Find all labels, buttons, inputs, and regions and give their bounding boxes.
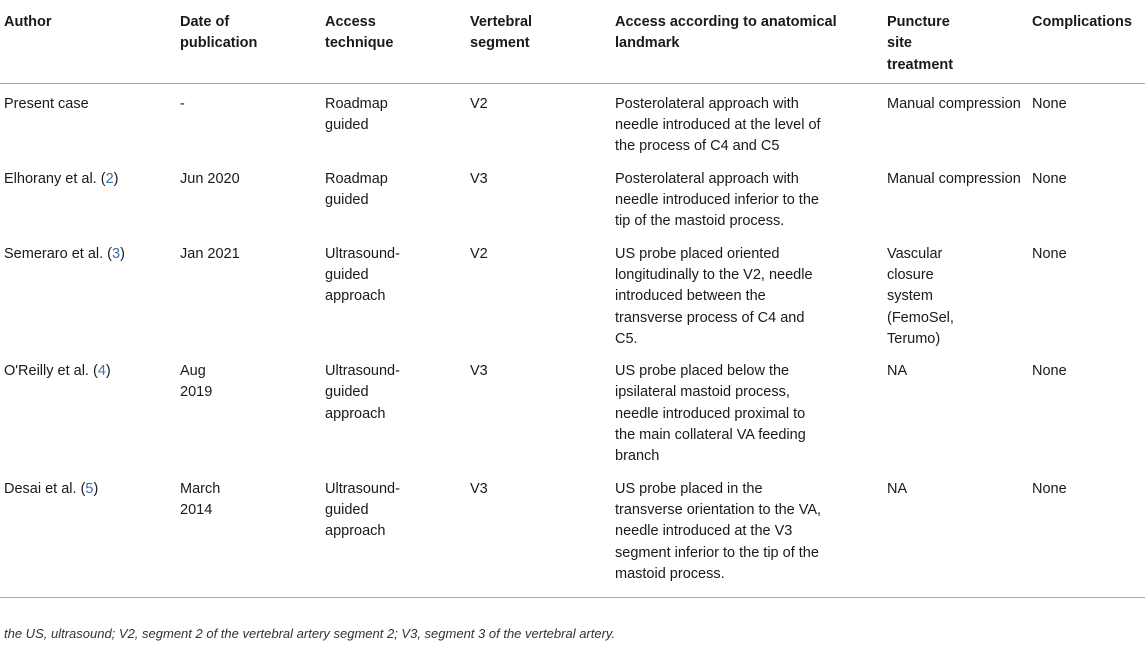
header-landmark: Access according to anatomical landmark: [611, 0, 883, 83]
cell-author: Desai et al. (5): [0, 475, 176, 598]
reference-link[interactable]: 5: [85, 480, 94, 497]
table-row: [0, 165, 1145, 240]
cell-technique: Roadmap guided: [325, 95, 388, 134]
cell-segment: V2: [470, 245, 488, 262]
cell-treatment: Manual compression: [887, 95, 1021, 112]
cell-author: [0, 83, 176, 164]
cell-date: Aug 2019: [180, 363, 213, 401]
header-complications: Complications: [1028, 0, 1145, 83]
table-row: [0, 83, 1145, 164]
header-segment: Vertebral segment: [466, 0, 611, 83]
author-name: O'Reilly et al.: [4, 363, 89, 380]
cell-author: Semeraro et al. (3): [4, 245, 125, 262]
header-date: Date of publication: [176, 0, 321, 83]
cell-complications: None: [1032, 245, 1067, 262]
cell-author: O'Reilly et al. (4): [4, 363, 111, 380]
reference-link[interactable]: 3: [112, 245, 121, 262]
table-footnote: the US, ultrasound; V2, segment 2 of the vertebral artery segment 2; V3, segment 3 of the vertebral artery.: [4, 626, 616, 641]
reference-link[interactable]: 4: [97, 363, 106, 380]
cell-complications: None: [1032, 363, 1067, 380]
cell-landmark: US probe placed oriented longitudinally to the V2, needle introduced between the transverse process of C4 and C5.: [615, 245, 813, 347]
cell-landmark: US probe placed in the transverse orientation to the VA, needle introduced at the V3 segment inferior to the tip of the mastoid process.: [611, 475, 883, 598]
cell-technique: Ultrasound-guided approach: [325, 245, 400, 305]
cell-complications: None: [1028, 475, 1145, 598]
reference-link[interactable]: 2: [105, 170, 114, 187]
table-row: [0, 240, 1145, 357]
cell-date: Jun 2020: [180, 170, 240, 187]
cell-technique: Ultrasound-guided approach: [321, 475, 466, 598]
cell-technique: Ultrasound-guided approach: [325, 363, 400, 422]
table-header-row: [0, 0, 1145, 83]
cell-segment: V2: [470, 95, 488, 112]
header-author: Author: [0, 0, 176, 83]
cell-treatment: NA: [887, 363, 908, 380]
header-technique: Access technique: [321, 0, 466, 83]
cell-segment: V3: [466, 475, 611, 598]
author-name: Elhorany et al.: [4, 170, 97, 187]
cell-landmark: Posterolateral approach with needle introduced at the level of the process of C4 and C5: [615, 95, 821, 155]
cell-complications: None: [1032, 170, 1067, 187]
cell-date: Jan 2021: [180, 245, 240, 262]
author-name: Present case: [4, 95, 89, 112]
table-row: [0, 357, 1145, 474]
table-row: [0, 475, 1145, 598]
cell-complications: None: [1032, 95, 1067, 112]
cell-date: -: [180, 95, 185, 112]
cell-author: Elhorany et al. (2): [4, 170, 119, 187]
cell-date: March 2014: [176, 475, 321, 598]
cell-segment: V3: [470, 170, 488, 187]
cell-treatment: NA: [883, 475, 1028, 598]
author-name: Semeraro et al.: [4, 245, 104, 262]
cell-technique: Roadmap guided: [325, 170, 388, 209]
cell-treatment: Vascular closure system (FemoSel, Terumo): [887, 245, 954, 347]
cell-landmark: US probe placed below the ipsilateral mastoid process, needle introduced proximal to the main collateral VA feeding branch: [615, 363, 806, 465]
cell-treatment: Manual compression: [887, 170, 1021, 187]
cell-segment: V3: [470, 363, 488, 380]
header-treatment: Puncture site treatment: [883, 0, 1028, 83]
author-name: Desai et al.: [4, 480, 77, 497]
cell-landmark: Posterolateral approach with needle introduced inferior to the tip of the mastoid process.: [615, 170, 819, 230]
